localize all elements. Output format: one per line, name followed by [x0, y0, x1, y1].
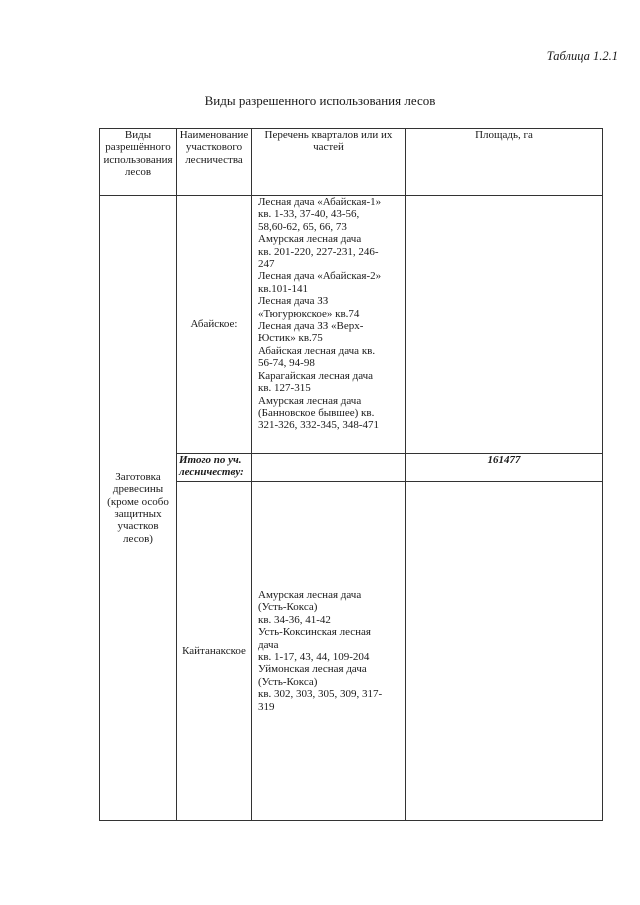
total-empty-cell	[252, 454, 406, 482]
table-header-row	[100, 129, 603, 196]
table-row	[100, 196, 603, 454]
district-cell: Абайское:	[177, 196, 252, 454]
total-label-cell: Итого по уч. лесничеству:	[177, 454, 252, 482]
table-reference: Таблица 1.2.1	[546, 49, 618, 63]
area-cell	[406, 482, 603, 821]
header-quarters: Перечень кварталов или их частей	[252, 129, 406, 196]
quarters-list-cell: Амурская лесная дача (Усть-Кокса) кв. 34-36, 41-42 Усть-Коксинская лесная дача кв. 1-17, 43, 44, 109-204 Уймонская лесная дача (Усть-Кокса) кв. 302, 303, 305, 309, 317- 319	[252, 482, 406, 821]
area-cell	[406, 196, 603, 454]
document-title: Виды разрешенного использования лесов	[204, 93, 436, 108]
permitted-use-table	[99, 128, 603, 821]
header-usage-type: Виды разрешённого использования лесов	[100, 129, 177, 196]
total-value-cell: 161477	[406, 454, 603, 482]
usage-type-cell: Заготовка древесины (кроме особо защитных участков лесов)	[100, 196, 177, 821]
header-district: Наименование участкового лесничества	[177, 129, 252, 196]
quarters-list-cell: Лесная дача «Абайская-1» кв. 1-33, 37-40, 43-56, 58,60-62, 65, 66, 73 Амурская лесная дача кв. 201-220, 227-231, 246- 247 Лесная дача «Абайская-2» кв.101-141 Лесная дача ЗЗ «Тюгурюкское» кв.74 Лесная дача ЗЗ «Верх- Юстик» кв.75 Абайская лесная дача кв. 56-74, 94-98 Карагайская лесная дача кв. 127-315 Амурская лесная дача (Банновское бывшее) кв. 321-326, 332-345, 348-471	[252, 196, 406, 454]
header-area: Площадь, га	[406, 129, 603, 196]
district-cell: Кайтанакское	[177, 482, 252, 821]
